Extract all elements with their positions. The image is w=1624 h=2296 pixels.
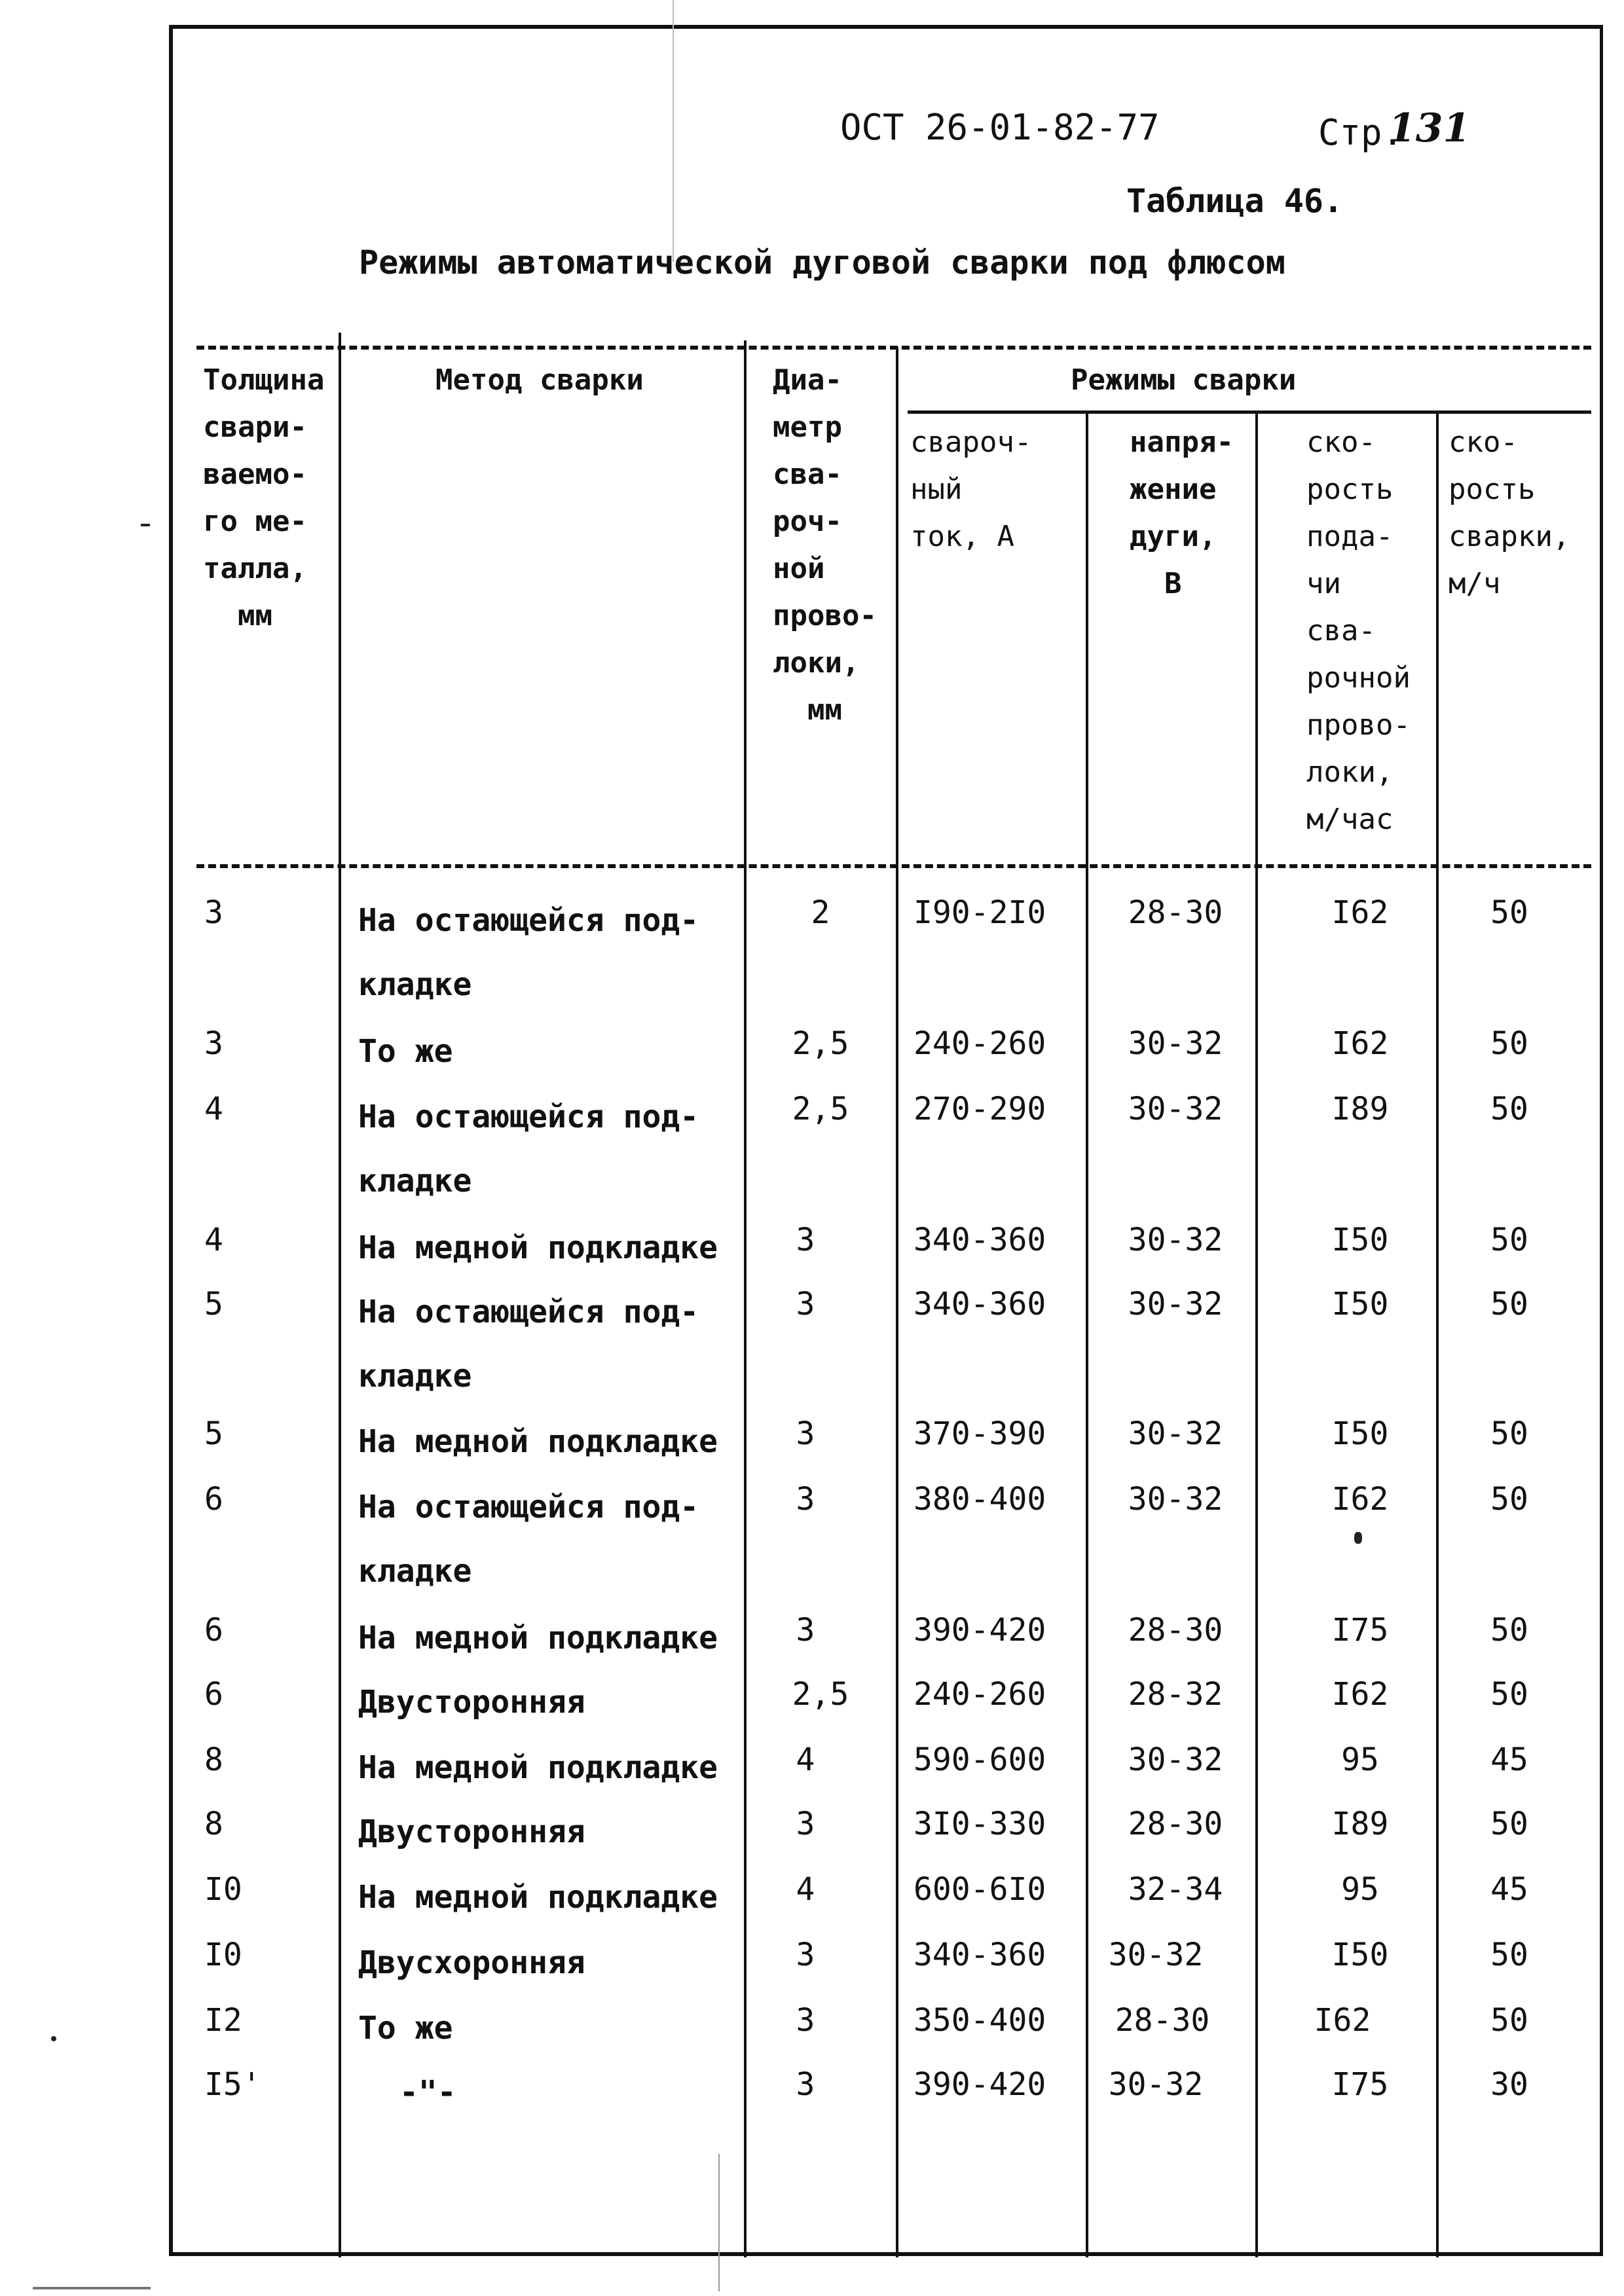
column-divider — [1255, 412, 1258, 2257]
cell-current: 340-360 — [913, 1286, 1046, 1322]
cell-thickness: 8 — [204, 1741, 223, 1778]
cell-voltage: 30-32 — [1128, 1025, 1223, 1062]
header-thickness: Толщина свари- ваемо- го ме- талла, мм — [203, 363, 325, 632]
cell-voltage: 30-32 — [1128, 1481, 1223, 1518]
cell-diameter: 2,5 — [792, 1091, 849, 1127]
cell-voltage: 30-32 — [1108, 1937, 1204, 1973]
table-title: Режимы автоматической дуговой сварки под флюсом — [359, 244, 1285, 282]
header-weld-speed: ско- рость сварки, м/ч — [1449, 426, 1570, 600]
bottom-edge-line — [33, 2287, 151, 2289]
cell-feed-speed: I89 — [1331, 1091, 1389, 1127]
cell-diameter: 2,5 — [792, 1025, 849, 1062]
column-divider — [896, 347, 898, 2257]
cell-method: На остающейся под- кладке — [358, 1099, 699, 1199]
cell-current: 340-360 — [913, 1222, 1046, 1258]
scan-speck — [1354, 1532, 1362, 1544]
column-divider — [1436, 412, 1439, 2257]
cell-feed-speed: I62 — [1314, 2002, 1371, 2039]
column-divider — [1086, 412, 1088, 2257]
cell-thickness: 3 — [204, 894, 223, 931]
cell-thickness: 6 — [204, 1676, 223, 1713]
cell-method: На остающейся под- кладке — [358, 1294, 699, 1394]
cell-method: На медной подкладке — [358, 1879, 718, 1916]
cell-thickness: 6 — [204, 1481, 223, 1518]
cell-weld-speed: 50 — [1490, 1612, 1528, 1649]
column-divider — [744, 340, 747, 2257]
cell-weld-speed: 50 — [1490, 1222, 1528, 1258]
header-method: Метод сварки — [435, 363, 644, 397]
cell-voltage: 28-30 — [1115, 2002, 1210, 2039]
cell-diameter: 3 — [796, 1612, 815, 1649]
page-label: Стр. — [1318, 112, 1404, 153]
table-top-rule — [196, 346, 1591, 350]
cell-voltage: 30-32 — [1108, 2066, 1204, 2103]
header-bottom-rule — [196, 864, 1591, 868]
cell-weld-speed: 50 — [1490, 1481, 1528, 1518]
cell-current: 600-6I0 — [913, 1871, 1046, 1908]
cell-feed-speed: I75 — [1331, 1612, 1389, 1649]
cell-current: 390-420 — [913, 2066, 1046, 2103]
cell-weld-speed: 50 — [1490, 894, 1528, 931]
cell-diameter: 4 — [796, 1871, 815, 1908]
cell-thickness: 6 — [204, 1612, 223, 1649]
cell-current: 350-400 — [913, 2002, 1046, 2039]
cell-thickness: 5 — [204, 1286, 223, 1322]
cell-current: 370-390 — [913, 1415, 1046, 1452]
cell-diameter: 3 — [796, 1806, 815, 1842]
cell-voltage: 28-32 — [1128, 1676, 1223, 1713]
cell-diameter: 2 — [811, 894, 830, 931]
cell-voltage: 30-32 — [1128, 1741, 1223, 1778]
cell-diameter: 2,5 — [792, 1676, 849, 1713]
cell-weld-speed: 45 — [1490, 1871, 1528, 1908]
cell-current: 340-360 — [913, 1937, 1046, 1973]
cell-current: I90-2I0 — [913, 894, 1046, 931]
standard-code: ОСТ 26-01-82-77 — [840, 107, 1160, 148]
page-number: 131 — [1388, 105, 1471, 151]
header-feed-speed: ско- рость пода- чи сва- рочной прово- локи, м/час — [1306, 426, 1411, 836]
cell-voltage: 30-32 — [1128, 1091, 1223, 1127]
cell-method: То же — [358, 1033, 453, 1070]
cell-voltage: 28-30 — [1128, 894, 1223, 931]
header-diameter: Диа- метр сва- роч- ной прово- локи, мм — [773, 363, 877, 727]
cell-diameter: 3 — [796, 1286, 815, 1322]
cell-method: Двусхоронняя — [358, 1944, 585, 1981]
cell-diameter: 3 — [796, 1415, 815, 1452]
cell-thickness: 3 — [204, 1025, 223, 1062]
cell-feed-speed: I50 — [1331, 1222, 1389, 1258]
cell-current: 390-420 — [913, 1612, 1046, 1649]
cell-current: 270-290 — [913, 1091, 1046, 1127]
cell-method: На остающейся под- кладке — [358, 902, 699, 1003]
scan-speck — [141, 524, 150, 526]
cell-weld-speed: 50 — [1490, 1415, 1528, 1452]
cell-voltage: 30-32 — [1128, 1222, 1223, 1258]
cell-weld-speed: 50 — [1490, 1806, 1528, 1842]
cell-current: 240-260 — [913, 1025, 1046, 1062]
cell-feed-speed: I89 — [1331, 1806, 1389, 1842]
cell-thickness: 5 — [204, 1415, 223, 1452]
cell-current: 240-260 — [913, 1676, 1046, 1713]
cell-feed-speed: I50 — [1331, 1286, 1389, 1322]
cell-thickness: 4 — [204, 1091, 223, 1127]
cell-weld-speed: 50 — [1490, 2002, 1528, 2039]
cell-diameter: 3 — [796, 1222, 815, 1258]
cell-thickness: I0 — [204, 1937, 242, 1973]
cell-feed-speed: I75 — [1331, 2066, 1389, 2103]
cell-thickness: I2 — [204, 2002, 242, 2039]
cell-feed-speed: I50 — [1331, 1415, 1389, 1452]
cell-method: На медной подкладке — [358, 1423, 718, 1460]
cell-weld-speed: 45 — [1490, 1741, 1528, 1778]
cell-feed-speed: I62 — [1331, 1025, 1389, 1062]
cell-method: На медной подкладке — [358, 1230, 718, 1266]
cell-weld-speed: 50 — [1490, 1676, 1528, 1713]
cell-thickness: 8 — [204, 1806, 223, 1842]
cell-weld-speed: 50 — [1490, 1025, 1528, 1062]
cell-thickness: I0 — [204, 1871, 242, 1908]
cell-voltage: 28-30 — [1128, 1806, 1223, 1842]
header-welding-modes: Режимы сварки — [1071, 363, 1297, 397]
cell-thickness: I5' — [204, 2066, 261, 2103]
cell-feed-speed: I62 — [1331, 1481, 1389, 1518]
cell-weld-speed: 50 — [1490, 1937, 1528, 1973]
table-label: Таблица 46. — [1126, 182, 1344, 220]
cell-weld-speed: 50 — [1490, 1091, 1528, 1127]
cell-feed-speed: 95 — [1341, 1871, 1379, 1908]
cell-diameter: 3 — [796, 1481, 815, 1518]
cell-feed-speed: I62 — [1331, 1676, 1389, 1713]
cell-method: Двусторонняя — [358, 1813, 585, 1850]
header-voltage: напря- жение дуги, В — [1130, 426, 1234, 600]
cell-method: На остающейся под- кладке — [358, 1489, 699, 1590]
cell-diameter: 4 — [796, 1741, 815, 1778]
cell-diameter: 3 — [796, 1937, 815, 1973]
cell-diameter: 3 — [796, 2066, 815, 2103]
cell-method: Двусторонняя — [358, 1684, 585, 1721]
cell-diameter: 3 — [796, 2002, 815, 2039]
cell-voltage: 30-32 — [1128, 1415, 1223, 1452]
cell-method: На медной подкладке — [358, 1749, 718, 1786]
cell-feed-speed: I50 — [1331, 1937, 1389, 1973]
cell-method: То же — [358, 2010, 453, 2047]
scan-speck — [51, 2036, 56, 2041]
column-divider — [339, 333, 341, 2257]
cell-method: На медной подкладке — [358, 1620, 718, 1656]
cell-feed-speed: 95 — [1341, 1741, 1379, 1778]
cell-current: 380-400 — [913, 1481, 1046, 1518]
cell-weld-speed: 50 — [1490, 1286, 1528, 1322]
cell-voltage: 30-32 — [1128, 1286, 1223, 1322]
cell-feed-speed: I62 — [1331, 894, 1389, 931]
scan-fold-line — [673, 0, 674, 262]
scan-fold-line — [718, 2154, 720, 2291]
cell-current: 3I0-330 — [913, 1806, 1046, 1842]
group-header-rule — [908, 410, 1591, 414]
cell-weld-speed: 30 — [1490, 2066, 1528, 2103]
header-current: свароч- ный ток, А — [910, 426, 1032, 553]
cell-voltage: 28-30 — [1128, 1612, 1223, 1649]
cell-method: -"- — [399, 2074, 456, 2111]
cell-voltage: 32-34 — [1128, 1871, 1223, 1908]
cell-current: 590-600 — [913, 1741, 1046, 1778]
cell-thickness: 4 — [204, 1222, 223, 1258]
